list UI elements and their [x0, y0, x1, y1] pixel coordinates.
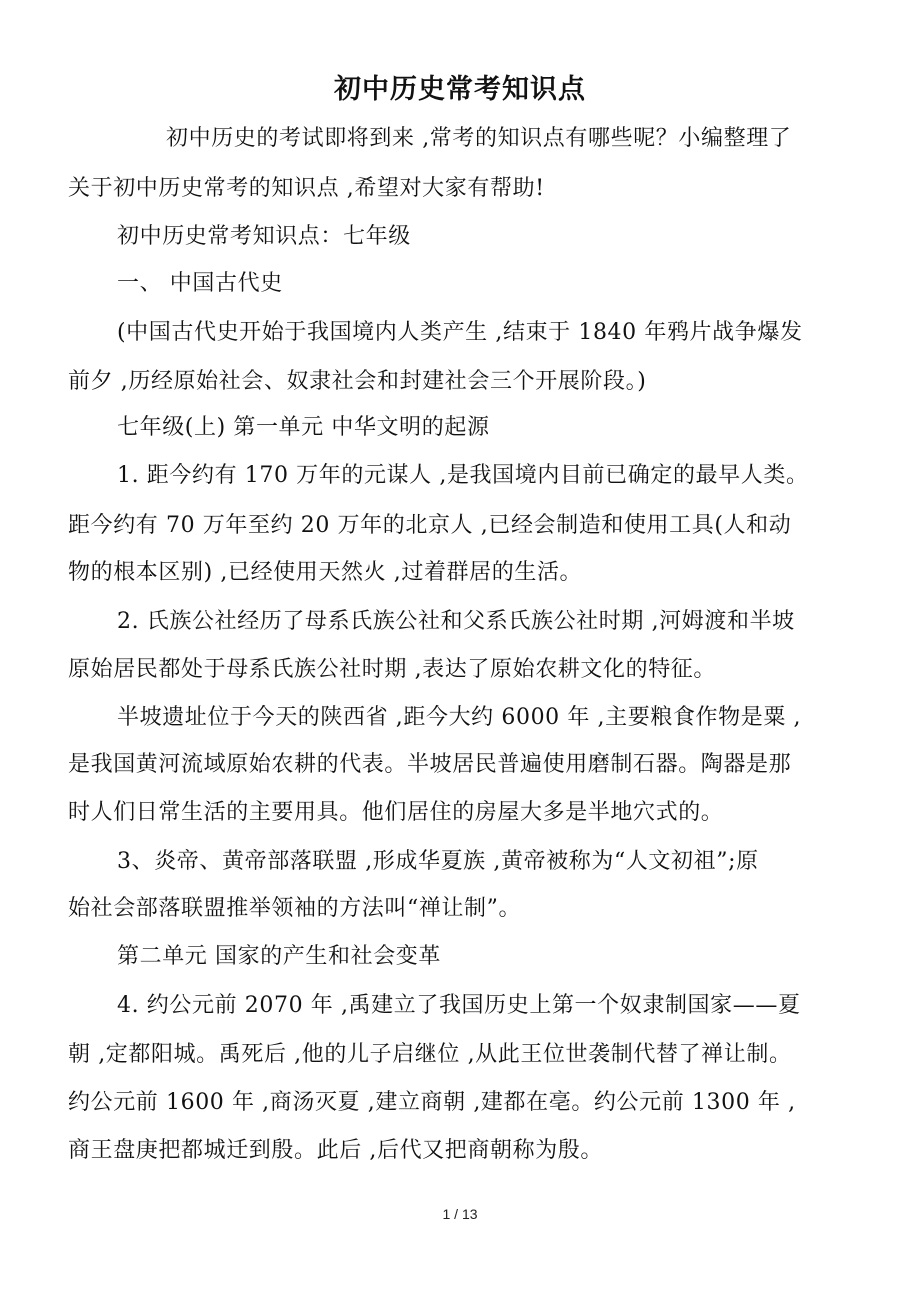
section-heading-grade7: 初中历史常考知识点：七年级: [117, 224, 411, 249]
paragraph-line: 朝 ,定都阳城。禹死后 ,他的儿子启继位 ,从此王位世袭制代替了禅让制。: [68, 1042, 792, 1067]
paragraph-line: 商王盘庚把都城迁到殷。此后 ,后代又把商朝称为殷。: [68, 1138, 603, 1163]
paragraph-line: 时人们日常生活的主要用具。他们居住的房屋大多是半地穴式的。: [68, 800, 724, 825]
paragraph-line: 4. 约公元前 2070 年 ,禹建立了我国历史上第一个奴隶制国家——夏: [117, 993, 801, 1018]
paragraph-line: 距今约有 70 万年至约 20 万年的北京人 ,已经会制造和使用工具(人和动: [68, 513, 792, 538]
intro-line-2: 关于初中历史常考的知识点 ,希望对大家有帮助!: [68, 176, 545, 201]
paragraph-line: 前夕 ,历经原始社会、奴隶社会和封建社会三个开展阶段。): [68, 369, 647, 394]
paragraph-line: 3、炎帝、黄帝部落联盟 ,形成华夏族 ,黄帝被称为“人文初祖”;原: [117, 849, 759, 874]
page-title: 初中历史常考知识点: [334, 74, 586, 105]
intro-line-1: 初中历史的考试即将到来 ,常考的知识点有哪些呢？小编整理了: [166, 126, 792, 151]
unit-heading-2: 第二单元 国家的产生和社会变革: [117, 944, 441, 969]
paragraph-line: 是我国黄河流域原始农耕的代表。半坡居民普遍使用磨制石器。陶器是那: [68, 752, 792, 777]
paragraph-line: (中国古代史开始于我国境内人类产生 ,结束于 1840 年鸦片战争爆发: [117, 320, 803, 345]
paragraph-line: 半坡遗址位于今天的陕西省 ,距今大约 6000 年 ,主要粮食作物是粟 ,: [117, 705, 802, 730]
section-heading-ancient-history: 一、 中国古代史: [117, 271, 283, 296]
paragraph-line: 2. 氏族公社经历了母系氏族公社和父系氏族公社时期 ,河姆渡和半坡: [117, 609, 795, 634]
page-number: 1 / 13: [442, 1206, 478, 1222]
paragraph-line: 1. 距今约有 170 万年的元谋人 ,是我国境内目前已确定的最早人类。: [117, 463, 809, 488]
paragraph-line: 原始居民都处于母系氏族公社时期 ,表达了原始农耕文化的特征。: [68, 657, 716, 682]
paragraph-line: 始社会部落联盟推举领袖的方法叫“禅让制”。: [68, 896, 522, 921]
paragraph-line: 物的根本区别) ,已经使用天然火 ,过着群居的生活。: [68, 560, 583, 585]
paragraph-line: 约公元前 1600 年 ,商汤灭夏 ,建立商朝 ,建都在亳。约公元前 1300 年 ,: [68, 1090, 796, 1115]
unit-heading-1: 七年级(上) 第一单元 中华文明的起源: [117, 415, 490, 440]
